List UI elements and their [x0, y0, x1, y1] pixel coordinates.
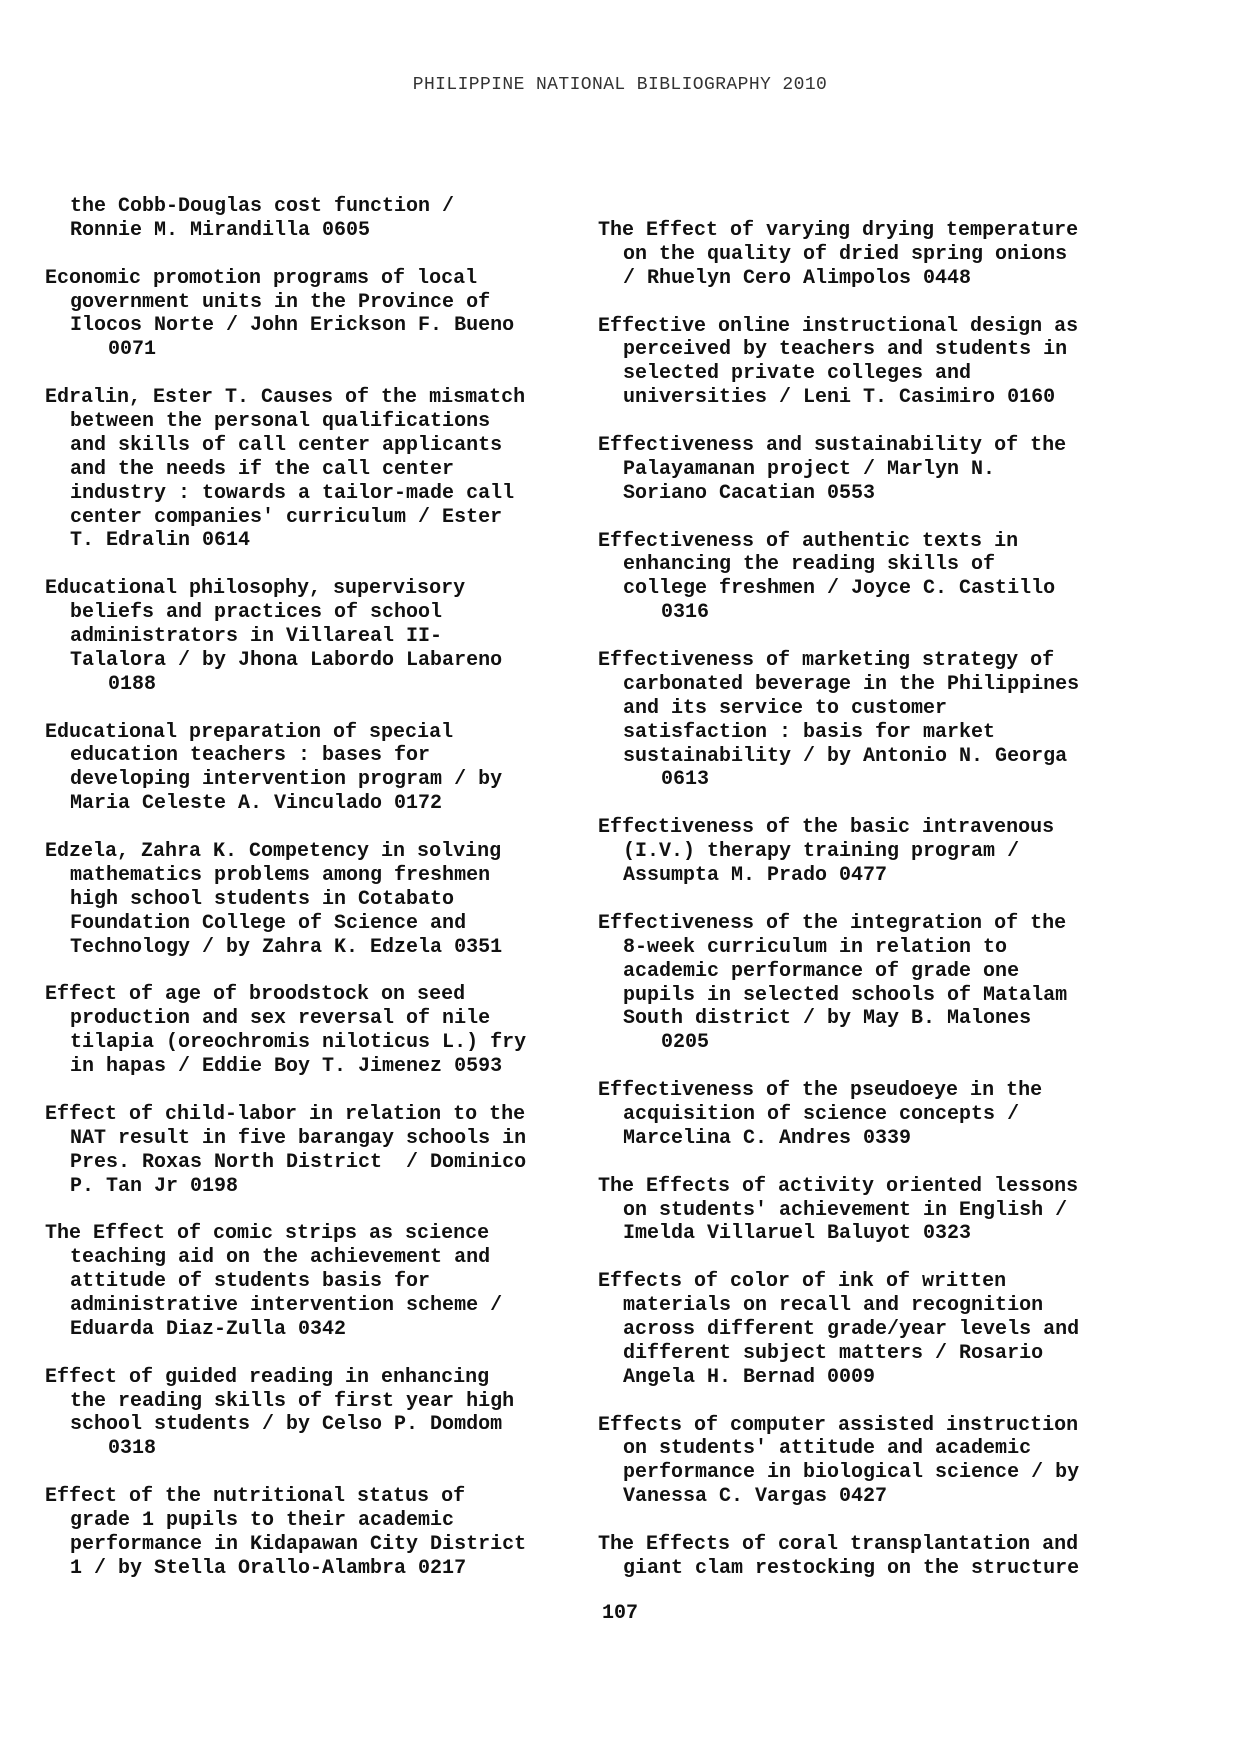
entry-line: Assumpta M. Prado 0477 [623, 864, 888, 888]
entry-line: Angela H. Bernad 0009 [623, 1365, 876, 1389]
left-column-entry [45, 195, 565, 243]
entry-line: Ronnie M. Mirandilla 0605 [70, 218, 371, 242]
right-column-entry [598, 1533, 1118, 1581]
entry-line: beliefs and practices of school [70, 601, 443, 625]
left-column-entry [45, 1366, 565, 1462]
entry-line: and its service to customer [623, 696, 948, 720]
entry-gap [598, 506, 1118, 530]
entry-line: industry : towards a tailor-made call [70, 481, 515, 505]
entry-gap [598, 1246, 1118, 1270]
entry-line: Effect of guided reading in enhancing [45, 1365, 490, 1389]
entry-gap [598, 1151, 1118, 1175]
entry-gap [45, 1079, 565, 1103]
entry-line: teaching aid on the achievement and [70, 1246, 491, 1270]
entry-line: Imelda Villaruel Baluyot 0323 [623, 1222, 972, 1246]
entry-line: attitude of students basis for [70, 1270, 431, 1294]
right-column-entry [598, 816, 1118, 888]
entry-line: Marcelina C. Andres 0339 [623, 1126, 912, 1150]
entry-gap [45, 243, 565, 267]
entry-line: performance in biological science / by [623, 1461, 1080, 1485]
entry-line: The Effects of coral transplantation and [598, 1532, 1079, 1556]
entry-line: Effectiveness of the integration of the [598, 911, 1067, 935]
entry-gap [45, 1461, 565, 1485]
entry-line: Effect of age of broodstock on seed [45, 983, 466, 1007]
entry-line: high school students in Cotabato [70, 887, 455, 911]
left-column-entry [45, 983, 565, 1079]
entry-line: Talalora / by Jhona Labordo Labareno [70, 648, 503, 672]
entry-line: 0316 [661, 601, 710, 625]
entry-line: T. Edralin 0614 [70, 529, 251, 553]
entry-gap [598, 792, 1118, 816]
entry-line: acquisition of science concepts / [623, 1102, 1020, 1126]
right-column-entry [598, 434, 1118, 506]
left-column-entry [45, 267, 565, 363]
entry-line: Foundation College of Science and [70, 911, 467, 935]
entry-line: Effectiveness of the pseudoeye in the [598, 1079, 1043, 1103]
entry-gap [598, 1055, 1118, 1079]
left-column-entry [45, 1485, 565, 1581]
entry-gap [45, 553, 565, 577]
entry-gap [45, 960, 565, 984]
entry-line: mathematics problems among freshmen [70, 863, 491, 887]
entry-line: Effects of computer assisted instruction [598, 1413, 1079, 1437]
entry-line: Eduarda Diaz-Zulla 0342 [70, 1317, 347, 1341]
entry-line: Educational philosophy, supervisory [45, 577, 466, 601]
entry-line: academic performance of grade one [623, 959, 1020, 983]
entry-line: different subject matters / Rosario [623, 1341, 1044, 1365]
entry-gap [598, 291, 1118, 315]
entry-gap [598, 410, 1118, 434]
entry-line: Pres. Roxas North District / Dominico [70, 1150, 527, 1174]
entry-line: sustainability / by Antonio N. Georga [623, 744, 1068, 768]
entry-line: the reading skills of first year high [70, 1389, 515, 1413]
entry-gap [45, 1198, 565, 1222]
entry-line: South district / by May B. Malones [623, 1007, 1032, 1031]
entry-line: Maria Celeste A. Vinculado 0172 [70, 792, 443, 816]
entry-line: giant clam restocking on the structure [623, 1556, 1080, 1580]
entry-gap [598, 625, 1118, 649]
entry-line: Soriano Cacatian 0553 [623, 481, 876, 505]
entry-line: in hapas / Eddie Boy T. Jimenez 0593 [70, 1055, 503, 1079]
entry-gap [598, 1390, 1118, 1414]
entry-line: tilapia (oreochromis niloticus L.) fry [70, 1031, 527, 1055]
entry-line: carbonated beverage in the Philippines [623, 672, 1080, 696]
left-column-entry [45, 1222, 565, 1341]
entry-line: across different grade/year levels and [623, 1317, 1080, 1341]
entry-gap [45, 816, 565, 840]
entry-line: Effects of color of ink of written [598, 1270, 1007, 1294]
entry-line: Ilocos Norte / John Erickson F. Bueno [70, 314, 515, 338]
entry-line: materials on recall and recognition [623, 1294, 1044, 1318]
entry-line: 0071 [108, 338, 157, 362]
right-column-entry [598, 1270, 1118, 1389]
entry-line: education teachers : bases for [70, 744, 431, 768]
right-column-entry [598, 1414, 1118, 1510]
entry-line: satisfaction : basis for market [623, 720, 996, 744]
entry-line: administrators in Villareal II- [70, 625, 443, 649]
entry-line: 0613 [661, 768, 710, 792]
running-head: PHILIPPINE NATIONAL BIBLIOGRAPHY 2010 [412, 75, 828, 95]
left-column-entry [45, 721, 565, 817]
right-column-entry [598, 1079, 1118, 1151]
entry-line: Effectiveness of marketing strategy of [598, 649, 1055, 673]
entry-line: Effectiveness of the basic intravenous [598, 816, 1055, 840]
entry-line: on students' attitude and academic [623, 1437, 1032, 1461]
entry-line: Effectiveness of authentic texts in [598, 529, 1019, 553]
entry-line: Economic promotion programs of local [45, 266, 478, 290]
right-column-entry [598, 649, 1118, 792]
right-column-entry [598, 1175, 1118, 1247]
entry-line: pupils in selected schools of Matalam [623, 983, 1068, 1007]
right-column [598, 219, 1118, 1581]
entry-gap [45, 362, 565, 386]
right-column-entry [598, 912, 1118, 1055]
entry-line: 0205 [661, 1031, 710, 1055]
entry-line: NAT result in five barangay schools in [70, 1126, 527, 1150]
entry-line: Edzela, Zahra K. Competency in solving [45, 840, 502, 864]
left-column-entry [45, 386, 565, 553]
entry-line: Palayamanan project / Marlyn N. [623, 457, 996, 481]
entry-line: grade 1 pupils to their academic [70, 1508, 455, 1532]
entry-line: Effective online instructional design as [598, 314, 1079, 338]
entry-gap [45, 1342, 565, 1366]
entry-line: The Effect of comic strips as science [45, 1222, 490, 1246]
entry-gap [598, 888, 1118, 912]
entry-line: and the needs if the call center [70, 457, 455, 481]
left-column-entry [45, 577, 565, 696]
entry-line: Edralin, Ester T. Causes of the mismatch [45, 386, 526, 410]
entry-line: perceived by teachers and students in [623, 338, 1068, 362]
entry-line: on students' achievement in English / [623, 1198, 1068, 1222]
entry-line: Technology / by Zahra K. Edzela 0351 [70, 935, 503, 959]
entry-line: performance in Kidapawan City District [70, 1532, 527, 1556]
left-column-entry [45, 840, 565, 959]
entry-line: college freshmen / Joyce C. Castillo [623, 577, 1056, 601]
entry-line: P. Tan Jr 0198 [70, 1174, 239, 1198]
entry-line: enhancing the reading skills of [623, 553, 996, 577]
right-column-entry [598, 530, 1118, 626]
entry-line: The Effects of activity oriented lessons [598, 1174, 1079, 1198]
entry-line: selected private colleges and [623, 362, 972, 386]
entry-line: on the quality of dried spring onions [623, 242, 1068, 266]
left-column [45, 195, 565, 1581]
entry-line: Effect of child-labor in relation to the [45, 1102, 526, 1126]
entry-line: 8-week curriculum in relation to [623, 935, 1008, 959]
entry-line: Effectiveness and sustainability of the [598, 434, 1067, 458]
entry-line: school students / by Celso P. Domdom [70, 1413, 503, 1437]
entry-line: Vanessa C. Vargas 0427 [623, 1485, 888, 1509]
entry-line: production and sex reversal of nile [70, 1007, 491, 1031]
entry-line: universities / Leni T. Casimiro 0160 [623, 386, 1056, 410]
left-column-entry [45, 1103, 565, 1199]
right-column-entry [598, 315, 1118, 411]
page-number: 107 [601, 1602, 638, 1625]
entry-line: 0318 [108, 1437, 157, 1461]
entry-line: the Cobb-Douglas cost function / [70, 195, 455, 218]
entry-line: / Rhuelyn Cero Alimpolos 0448 [623, 266, 972, 290]
entry-line: center companies' curriculum / Ester [70, 505, 503, 529]
entry-line: Effect of the nutritional status of [45, 1485, 466, 1509]
entry-line: government units in the Province of [70, 290, 491, 314]
right-column-entry [598, 219, 1118, 291]
entry-gap [598, 1509, 1118, 1533]
entry-line: and skills of call center applicants [70, 433, 503, 457]
entry-line: (I.V.) therapy training program / [623, 840, 1020, 864]
entry-line: The Effect of varying drying temperature [598, 219, 1079, 242]
entry-gap [45, 697, 565, 721]
entry-line: Educational preparation of special [45, 720, 454, 744]
entry-line: administrative intervention scheme / [70, 1293, 503, 1317]
entry-line: developing intervention program / by [70, 768, 503, 792]
entry-line: between the personal qualifications [70, 410, 491, 434]
entry-line: 1 / by Stella Orallo-Alambra 0217 [70, 1556, 467, 1580]
entry-line: 0188 [108, 672, 157, 696]
